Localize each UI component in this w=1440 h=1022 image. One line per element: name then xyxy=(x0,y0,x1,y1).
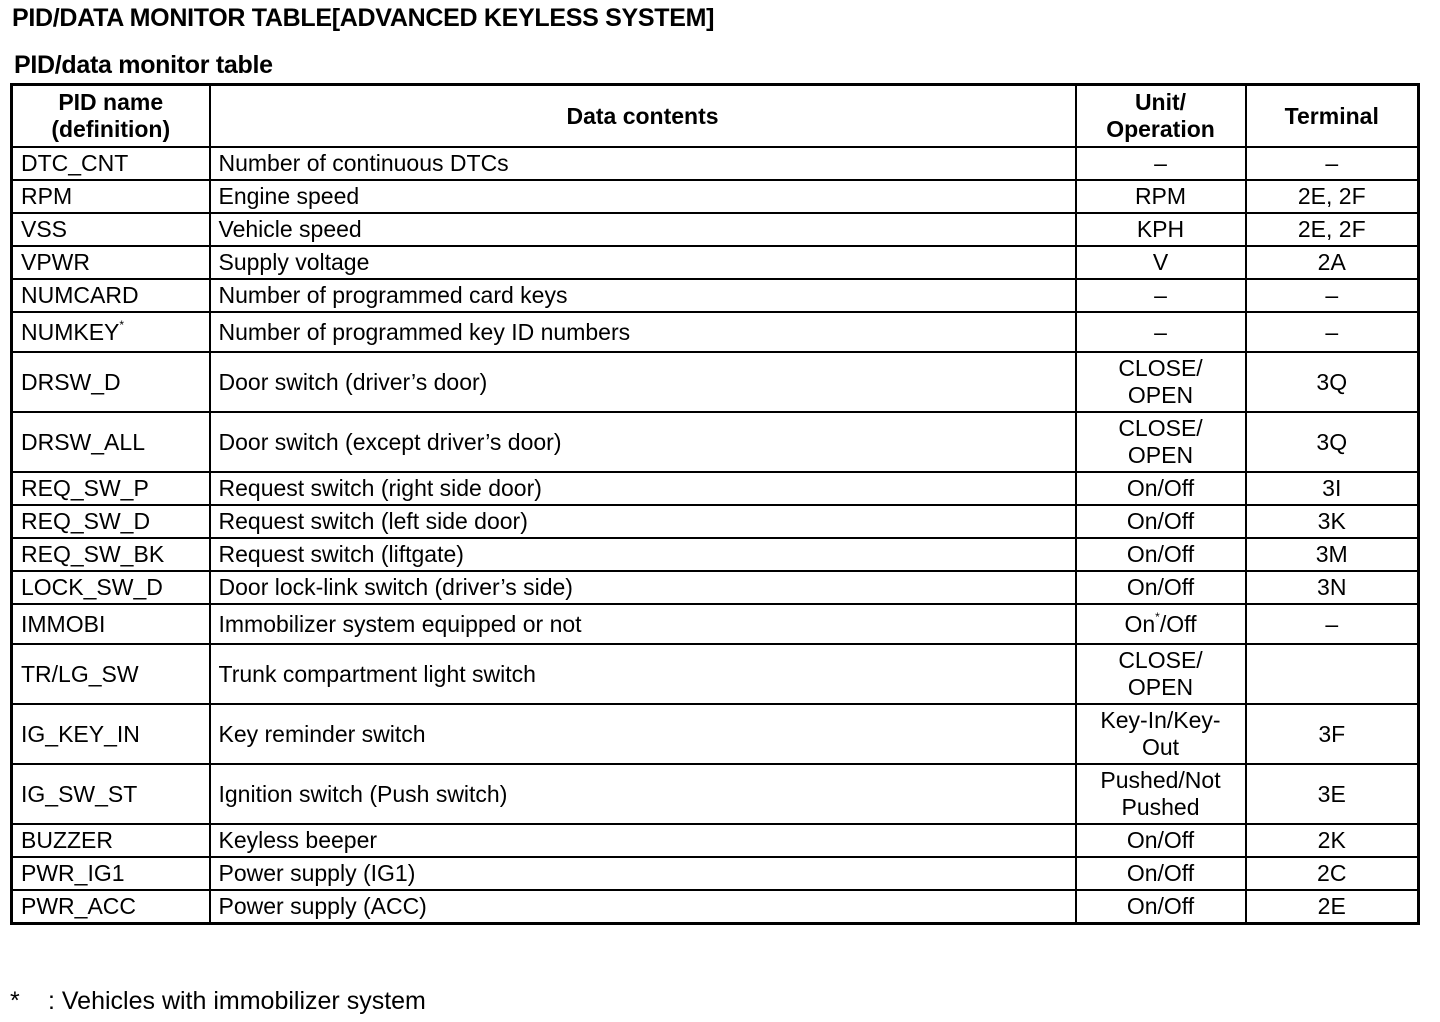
pid-name-cell: RPM xyxy=(12,180,210,213)
unit-cell: V xyxy=(1076,246,1246,279)
pid-name-cell: PWR_ACC xyxy=(12,890,210,924)
page-title: PID/DATA MONITOR TABLE[ADVANCED KEYLESS SYSTEM] xyxy=(12,4,715,32)
unit-cell: On/Off xyxy=(1076,857,1246,890)
table-row xyxy=(12,246,1419,279)
table-row xyxy=(12,890,1419,924)
footnote-asterisk: * xyxy=(10,987,20,1015)
pid-name-cell: IG_SW_ST xyxy=(12,764,210,824)
terminal-cell: 3N xyxy=(1246,571,1419,604)
data-contents-cell: Ignition switch (Push switch) xyxy=(210,764,1076,824)
pid-name-cell: PWR_IG1 xyxy=(12,857,210,890)
data-contents-cell: Power supply (IG1) xyxy=(210,857,1076,890)
unit-cell: KPH xyxy=(1076,213,1246,246)
table-row xyxy=(12,764,1419,824)
unit-cell: On/Off xyxy=(1076,571,1246,604)
pid-name-cell: DRSW_ALL xyxy=(12,412,210,472)
terminal-cell: 2E, 2F xyxy=(1246,180,1419,213)
terminal-cell: 2E xyxy=(1246,890,1419,924)
unit-cell: – xyxy=(1076,147,1246,180)
unit-line1: CLOSE/ xyxy=(1118,415,1203,441)
unit-cell xyxy=(1076,352,1246,412)
data-contents-cell: Door lock-link switch (driver’s side) xyxy=(210,571,1076,604)
data-contents-cell: Immobilizer system equipped or not xyxy=(210,604,1076,644)
pid-name-cell: BUZZER xyxy=(12,824,210,857)
terminal-cell: 2A xyxy=(1246,246,1419,279)
terminal-cell: 3K xyxy=(1246,505,1419,538)
unit-on-text: On xyxy=(1124,610,1156,637)
unit-cell: RPM xyxy=(1076,180,1246,213)
pid-name-cell: REQ_SW_BK xyxy=(12,538,210,571)
unit-line2: OPEN xyxy=(1127,442,1194,468)
unit-cell xyxy=(1076,412,1246,472)
table-row xyxy=(12,857,1419,890)
terminal-cell xyxy=(1246,644,1419,704)
unit-line2: Out xyxy=(1141,734,1180,760)
unit-line1: CLOSE/ xyxy=(1118,355,1203,381)
pid-name-cell: VSS xyxy=(12,213,210,246)
pid-name-cell: IG_KEY_IN xyxy=(12,704,210,764)
table-row xyxy=(12,505,1419,538)
unit-line1: CLOSE/ xyxy=(1118,647,1203,673)
pid-name-cell: DTC_CNT xyxy=(12,147,210,180)
terminal-cell: 2K xyxy=(1246,824,1419,857)
unit-line1: Key-In/Key- xyxy=(1100,707,1221,733)
data-contents-cell: Key reminder switch xyxy=(210,704,1076,764)
data-contents-cell: Trunk compartment light switch xyxy=(210,644,1076,704)
data-contents-cell: Number of continuous DTCs xyxy=(210,147,1076,180)
unit-cell xyxy=(1076,704,1246,764)
unit-cell xyxy=(1076,764,1246,824)
pid-name-text: NUMKEY xyxy=(21,318,120,345)
table-row xyxy=(12,213,1419,246)
terminal-cell: 3I xyxy=(1246,472,1419,505)
data-contents-cell: Request switch (left side door) xyxy=(210,505,1076,538)
data-contents-cell: Engine speed xyxy=(210,180,1076,213)
data-contents-cell: Number of programmed card keys xyxy=(210,279,1076,312)
data-contents-cell: Keyless beeper xyxy=(210,824,1076,857)
header-unit-line2: Operation xyxy=(1106,116,1215,142)
header-data-contents: Data contents xyxy=(210,85,1076,148)
unit-line2: OPEN xyxy=(1127,382,1194,408)
unit-cell xyxy=(1076,604,1246,644)
pid-name-cell: DRSW_D xyxy=(12,352,210,412)
data-contents-cell: Supply voltage xyxy=(210,246,1076,279)
terminal-cell: 3F xyxy=(1246,704,1419,764)
table-row xyxy=(12,704,1419,764)
footnote-text: : Vehicles with immobilizer system xyxy=(48,987,426,1015)
unit-cell: – xyxy=(1076,279,1246,312)
table-row xyxy=(12,472,1419,505)
terminal-cell: 2C xyxy=(1246,857,1419,890)
pid-name-cell: VPWR xyxy=(12,246,210,279)
header-pid-name-line2: (definition) xyxy=(51,116,171,142)
terminal-cell: 3E xyxy=(1246,764,1419,824)
unit-cell: On/Off xyxy=(1076,824,1246,857)
pid-data-monitor-table xyxy=(10,83,1420,925)
table-row xyxy=(12,352,1419,412)
footnote xyxy=(10,987,426,1016)
terminal-cell: 3Q xyxy=(1246,412,1419,472)
pid-name-cell: LOCK_SW_D xyxy=(12,571,210,604)
table-row xyxy=(12,412,1419,472)
unit-line1: Pushed/Not xyxy=(1100,767,1221,793)
terminal-cell: – xyxy=(1246,147,1419,180)
footnote-marker: * xyxy=(1155,609,1160,624)
table-row xyxy=(12,279,1419,312)
unit-off-text: /Off xyxy=(1159,610,1197,637)
data-contents-cell: Vehicle speed xyxy=(210,213,1076,246)
table-row xyxy=(12,180,1419,213)
data-contents-cell: Number of programmed key ID numbers xyxy=(210,312,1076,352)
header-pid-name-line1: PID name xyxy=(58,89,164,115)
terminal-cell: 3M xyxy=(1246,538,1419,571)
data-contents-cell: Power supply (ACC) xyxy=(210,890,1076,924)
unit-line2: Pushed xyxy=(1121,794,1200,820)
data-contents-cell: Request switch (liftgate) xyxy=(210,538,1076,571)
unit-cell: On/Off xyxy=(1076,538,1246,571)
header-unit-operation xyxy=(1076,85,1246,148)
terminal-cell: 3Q xyxy=(1246,352,1419,412)
data-contents-cell: Door switch (except driver’s door) xyxy=(210,412,1076,472)
unit-cell xyxy=(1076,644,1246,704)
table-row xyxy=(12,312,1419,352)
pid-name-cell: NUMCARD xyxy=(12,279,210,312)
pid-name-cell: REQ_SW_P xyxy=(12,472,210,505)
section-title: PID/data monitor table xyxy=(14,51,273,79)
unit-cell: On/Off xyxy=(1076,890,1246,924)
unit-cell: On/Off xyxy=(1076,472,1246,505)
unit-cell: On/Off xyxy=(1076,505,1246,538)
header-unit-line1: Unit/ xyxy=(1134,89,1187,115)
data-contents-cell: Request switch (right side door) xyxy=(210,472,1076,505)
table-row xyxy=(12,824,1419,857)
terminal-cell: – xyxy=(1246,604,1419,644)
table-header-row xyxy=(12,85,1419,148)
header-terminal: Terminal xyxy=(1246,85,1419,148)
pid-name-cell: IMMOBI xyxy=(12,604,210,644)
unit-cell: – xyxy=(1076,312,1246,352)
terminal-cell: 2E, 2F xyxy=(1246,213,1419,246)
table-row xyxy=(12,147,1419,180)
footnote-marker: * xyxy=(119,317,125,332)
terminal-cell: – xyxy=(1246,312,1419,352)
unit-line2: OPEN xyxy=(1127,674,1194,700)
data-contents-cell: Door switch (driver’s door) xyxy=(210,352,1076,412)
pid-name-cell: REQ_SW_D xyxy=(12,505,210,538)
table-row xyxy=(12,604,1419,644)
pid-name-cell: TR/LG_SW xyxy=(12,644,210,704)
header-pid-name xyxy=(12,85,210,148)
pid-name-cell xyxy=(12,312,210,352)
table-row xyxy=(12,571,1419,604)
table-row xyxy=(12,538,1419,571)
table-row xyxy=(12,644,1419,704)
terminal-cell: – xyxy=(1246,279,1419,312)
